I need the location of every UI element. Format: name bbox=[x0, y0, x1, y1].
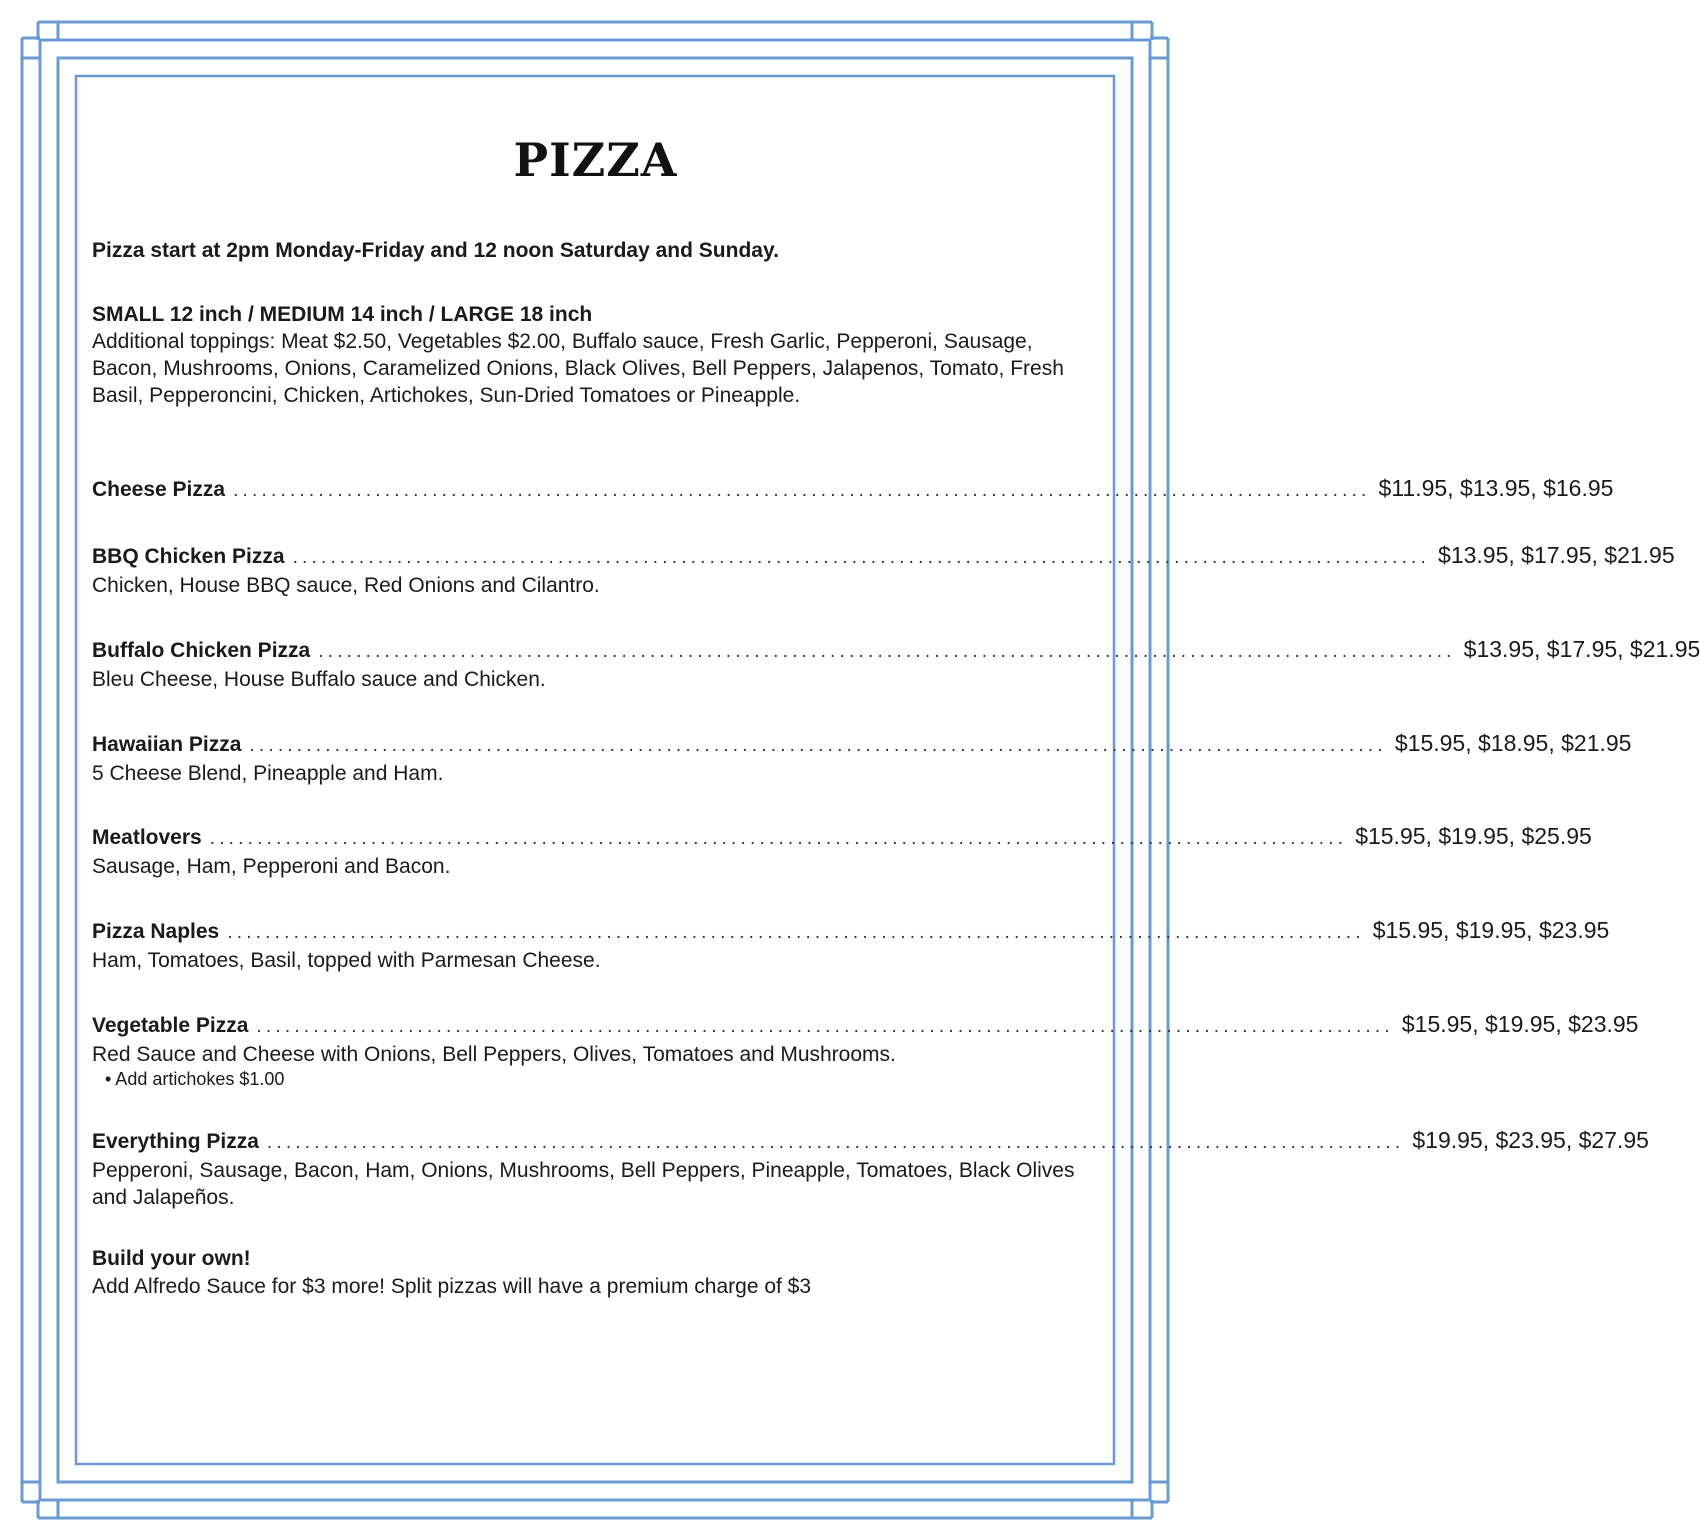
item-price: $13.95, $17.95, $21.95 bbox=[1438, 542, 1675, 568]
dot-leader: ........................................................................................................................ bbox=[256, 1016, 1394, 1037]
menu-item bbox=[92, 1011, 1639, 1091]
item-name: Vegetable Pizza bbox=[92, 1014, 249, 1037]
item-description: Sausage, Ham, Pepperoni and Bacon. bbox=[92, 854, 451, 878]
item-price: $13.95, $17.95, $21.95 bbox=[1463, 636, 1700, 662]
item-name: Everything Pizza bbox=[92, 1130, 259, 1153]
dot-leader: ........................................................................................................................ bbox=[227, 922, 1365, 943]
item-price: $11.95, $13.95, $16.95 bbox=[1378, 475, 1614, 501]
item-name: BBQ Chicken Pizza bbox=[92, 545, 285, 568]
item-description: Red Sauce and Cheese with Onions, Bell Peppers, Olives, Tomatoes and Mushrooms. bbox=[92, 1042, 896, 1066]
item-name: Pizza Naples bbox=[92, 920, 220, 943]
dot-leader: ........................................................................................................................ bbox=[318, 641, 1456, 662]
menu-item bbox=[92, 542, 1675, 599]
dot-leader: ........................................................................................................................ bbox=[266, 1132, 1405, 1153]
item-price: $15.95, $19.95, $23.95 bbox=[1401, 1011, 1639, 1037]
dot-leader: ........................................................................................................................ bbox=[209, 828, 1348, 849]
build-heading: Build your own! bbox=[92, 1247, 251, 1270]
menu-item bbox=[92, 1127, 1649, 1212]
toppings-text: Additional toppings: Meat $2.50, Vegetables $2.00, Buffalo sauce, Fresh Garlic, Pepperoni, Sausage, Bacon, Mushrooms, Onions, Caramelized Onions, Black Olives, Bell Peppers, Jalapenos, Tomato, Fresh Basil, Pepperoncini, Chicken, Artichokes, Sun-Dried Tomatoes or Pineapple. bbox=[92, 330, 1064, 407]
item-price: $19.95, $23.95, $27.95 bbox=[1412, 1127, 1649, 1153]
hours-note: Pizza start at 2pm Monday-Friday and 12 noon Saturday and Sunday. bbox=[92, 239, 779, 262]
item-description: Chicken, House BBQ sauce, Red Onions and Cilantro. bbox=[92, 573, 600, 597]
dot-leader: ........................................................................................................................ bbox=[292, 547, 1431, 568]
sizes-section bbox=[92, 301, 1099, 409]
item-price: $15.95, $18.95, $21.95 bbox=[1394, 730, 1632, 756]
dot-leader: ........................................................................................................................ bbox=[249, 735, 1387, 756]
build-your-own-section bbox=[92, 1245, 1099, 1300]
dot-leader: ........................................................................................................................ bbox=[233, 480, 1371, 501]
menu-item bbox=[92, 636, 1700, 693]
item-name: Buffalo Chicken Pizza bbox=[92, 639, 311, 662]
item-description: Ham, Tomatoes, Basil, topped with Parmesan Cheese. bbox=[92, 948, 601, 972]
sizes-heading: SMALL 12 inch / MEDIUM 14 inch / LARGE 18 inch bbox=[92, 303, 593, 326]
item-price: $15.95, $19.95, $25.95 bbox=[1355, 823, 1592, 849]
item-name: Hawaiian Pizza bbox=[92, 733, 242, 756]
build-text: Add Alfredo Sauce for $3 more! Split pizzas will have a premium charge of $3 bbox=[92, 1274, 812, 1298]
menu-item bbox=[92, 823, 1592, 880]
item-name: Meatlovers bbox=[92, 826, 202, 849]
item-price: $15.95, $19.95, $23.95 bbox=[1372, 917, 1610, 943]
menu-item bbox=[92, 917, 1610, 974]
item-note: • Add artichokes $1.00 bbox=[105, 1069, 285, 1089]
item-description: 5 Cheese Blend, Pineapple and Ham. bbox=[92, 761, 444, 785]
menu-item bbox=[92, 730, 1632, 787]
menu-item bbox=[92, 475, 1614, 505]
item-description: Bleu Cheese, House Buffalo sauce and Chicken. bbox=[92, 667, 546, 691]
item-name: Cheese Pizza bbox=[92, 478, 226, 501]
item-description: Pepperoni, Sausage, Bacon, Ham, Onions, Mushrooms, Bell Peppers, Pineapple, Tomatoes, Black Olives and Jalapeños. bbox=[92, 1158, 1075, 1209]
page-title: PIZZA bbox=[513, 133, 678, 187]
